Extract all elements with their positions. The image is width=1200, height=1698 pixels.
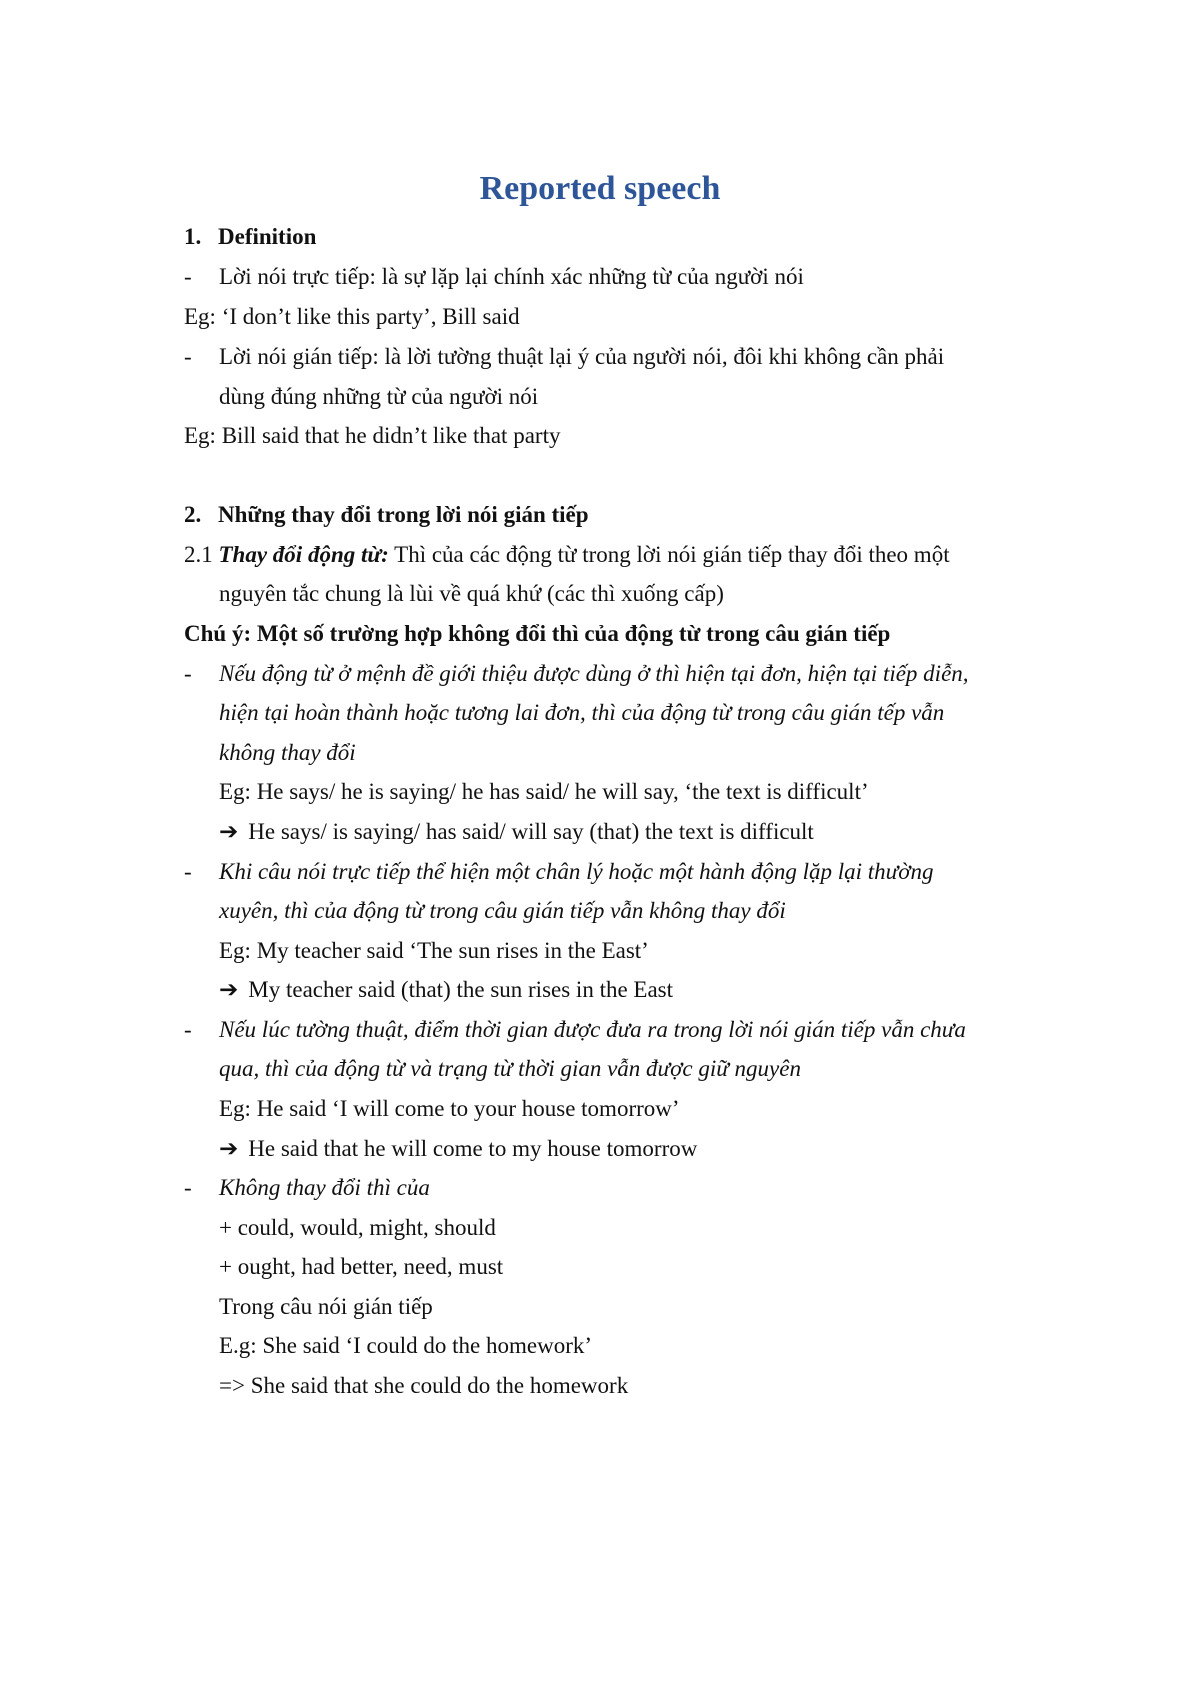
arrow-right-icon: ➔ bbox=[219, 977, 239, 1003]
subsection-number: 2.1 bbox=[184, 542, 213, 567]
case-1-line3: không thay đổi bbox=[219, 740, 356, 765]
note-heading: Chú ý: Một số trường hợp không đổi thì của động từ trong câu gián tiếp bbox=[184, 621, 891, 646]
case-4-line2: Trong câu nói gián tiếp bbox=[219, 1294, 433, 1319]
section-1-heading bbox=[184, 222, 316, 252]
modal-list-item-1: + could, would, might, should bbox=[219, 1215, 496, 1240]
example-direct: Eg: ‘I don’t like this party’, Bill said bbox=[184, 304, 520, 329]
case-1-result bbox=[219, 817, 814, 847]
definition-indirect-line2: dùng đúng những từ của người nói bbox=[219, 384, 539, 409]
result-text: He said that he will come to my house tomorrow bbox=[248, 1136, 698, 1161]
case-2-line2: xuyên, thì của động từ trong câu gián tiếp vẫn không thay đổi bbox=[219, 898, 786, 923]
case-3-result bbox=[219, 1134, 697, 1164]
case-4-line1: Không thay đổi thì của bbox=[219, 1175, 430, 1200]
section-number: 2. bbox=[184, 502, 202, 527]
subsection-2-1 bbox=[184, 540, 950, 570]
case-2-line1: Khi câu nói trực tiếp thể hiện một chân lý hoặc một hành động lặp lại thường bbox=[219, 859, 934, 884]
bullet-dash: - bbox=[184, 1175, 192, 1200]
section-title: Những thay đổi trong lời nói gián tiếp bbox=[218, 502, 589, 527]
result-text: He says/ is saying/ has said/ will say (that) the text is difficult bbox=[248, 819, 814, 844]
case-1-line2: hiện tại hoàn thành hoặc tương lai đơn, thì của động từ trong câu gián tếp vẫn bbox=[219, 700, 945, 725]
case-2-result bbox=[219, 975, 673, 1005]
modal-list-item-2: + ought, had better, need, must bbox=[219, 1254, 504, 1279]
subsection-text-line2: nguyên tắc chung là lùi về quá khứ (các thì xuống cấp) bbox=[219, 581, 724, 606]
section-2-heading bbox=[184, 500, 589, 530]
case-3-line2: qua, thì của động từ và trạng từ thời gian vẫn được giữ nguyên bbox=[219, 1056, 801, 1081]
bullet-dash: - bbox=[184, 264, 192, 289]
case-2-example: Eg: My teacher said ‘The sun rises in the East’ bbox=[219, 938, 649, 963]
case-1-line1: Nếu động từ ở mệnh đề giới thiệu được dùng ở thì hiện tại đơn, hiện tại tiếp diễn, bbox=[219, 661, 969, 686]
bullet-dash: - bbox=[184, 661, 192, 686]
example-indirect: Eg: Bill said that he didn’t like that party bbox=[184, 423, 561, 448]
case-4-example: E.g: She said ‘I could do the homework’ bbox=[219, 1333, 593, 1358]
subsection-text: Thì của các động từ trong lời nói gián tiếp thay đổi theo một bbox=[394, 542, 950, 567]
section-number: 1. bbox=[184, 224, 202, 249]
bullet-dash: - bbox=[184, 344, 192, 369]
case-3-example: Eg: He said ‘I will come to your house tomorrow’ bbox=[219, 1096, 680, 1121]
definition-indirect-line1: Lời nói gián tiếp: là lời tường thuật lại ý của người nói, đôi khi không cần phải bbox=[219, 344, 945, 369]
case-3-line1: Nếu lúc tường thuật, điểm thời gian được đưa ra trong lời nói gián tiếp vẫn chưa bbox=[219, 1017, 966, 1042]
section-title: Definition bbox=[218, 224, 317, 249]
arrow-right-icon: ➔ bbox=[219, 1136, 239, 1162]
case-1-example: Eg: He says/ he is saying/ he has said/ he will say, ‘the text is difficult’ bbox=[219, 779, 869, 804]
result-text: My teacher said (that) the sun rises in the East bbox=[248, 977, 674, 1002]
bullet-dash: - bbox=[184, 1017, 192, 1042]
page-title: Reported speech bbox=[479, 170, 721, 207]
subsection-title: Thay đổi động từ: bbox=[218, 542, 389, 567]
bullet-dash: - bbox=[184, 859, 192, 884]
definition-direct: Lời nói trực tiếp: là sự lặp lại chính xác những từ của người nói bbox=[219, 264, 804, 289]
arrow-right-icon: ➔ bbox=[219, 819, 239, 845]
case-4-result: => She said that she could do the homework bbox=[219, 1373, 629, 1398]
